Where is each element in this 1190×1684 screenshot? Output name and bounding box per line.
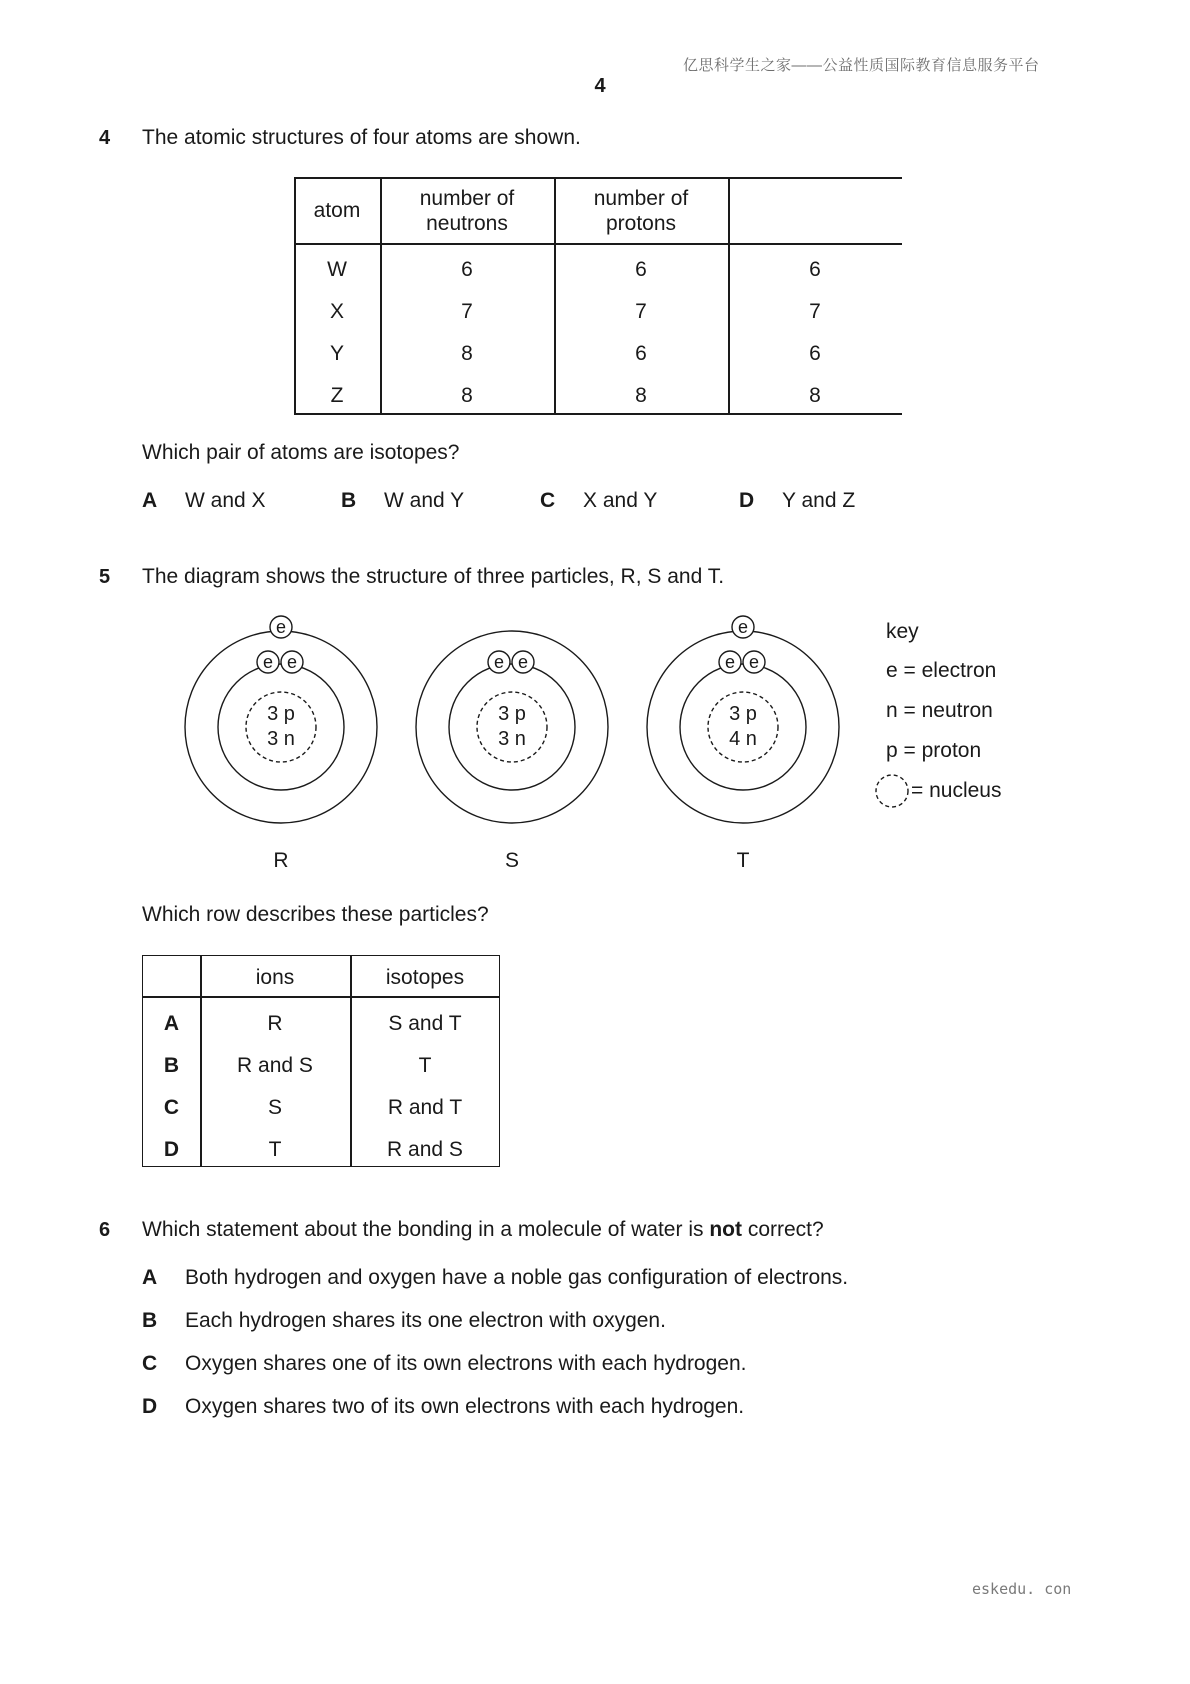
electron-label: e: [748, 652, 760, 672]
q6-number: 6: [99, 1219, 111, 1241]
q5-number: 5: [99, 566, 111, 588]
q6-stem: [142, 1218, 824, 1242]
q6-stem-part: Which statement about the bonding in a molecule of water is: [142, 1218, 710, 1241]
neutrons-label: 4 n: [729, 728, 757, 750]
q4-cell: Y: [329, 342, 344, 365]
inner-shell: [449, 664, 575, 790]
particle-t: [647, 616, 839, 872]
q4-cell: 7: [809, 300, 821, 323]
q6-option-text: Each hydrogen shares its one electron with oxygen.: [185, 1309, 666, 1332]
q6-option-letter: A: [142, 1266, 158, 1289]
q4-cell: 6: [809, 258, 821, 281]
neutrons-label: 3 n: [498, 728, 526, 750]
q5-header-ions: ions: [255, 966, 295, 989]
q4-options: [142, 489, 902, 515]
electron-label: e: [737, 617, 749, 637]
q6-stem-part: correct?: [741, 1218, 824, 1241]
q6-option-letter: D: [142, 1395, 158, 1418]
q4-stem: The atomic structures of four atoms are shown.: [142, 126, 581, 149]
q4-cell: 6: [809, 342, 821, 365]
q4-cell: 7: [635, 300, 647, 323]
q6-option-letter: B: [142, 1309, 158, 1332]
q6-option-text: Oxygen shares two of its own electrons with each hydrogen.: [185, 1395, 745, 1418]
key-item: = nucleus: [911, 779, 1002, 802]
electron-label: e: [275, 617, 287, 637]
q4-cell: Z: [330, 384, 344, 407]
q6-stem-emphasis: not: [709, 1218, 742, 1241]
protons-label: 3 p: [729, 703, 757, 725]
q5-cell: T: [268, 1138, 282, 1161]
q4-cell: 8: [461, 342, 473, 365]
q4-number: 4: [99, 127, 111, 149]
q5-cell: R and T: [387, 1096, 463, 1119]
q4-option-letter[interactable]: D: [739, 489, 755, 512]
q4-option-letter[interactable]: B: [341, 489, 357, 512]
q4-option-text[interactable]: W and X: [185, 489, 266, 512]
q4-cell: 6: [635, 258, 647, 281]
q5-cell: S and T: [388, 1012, 462, 1035]
q5-cell: R and S: [387, 1138, 463, 1161]
q4-header-neutrons-line2: neutrons: [426, 212, 508, 235]
protons-label: 3 p: [498, 703, 526, 725]
q4-option-letter[interactable]: C: [540, 489, 556, 512]
electron-label: e: [517, 652, 529, 672]
nucleus-key-icon: [876, 775, 908, 807]
q4-cell: 8: [461, 384, 473, 407]
q5-stem: The diagram shows the structure of three particles, R, S and T.: [142, 565, 725, 588]
q4-header-protons-line1: number of: [593, 187, 689, 210]
electron-label: e: [493, 652, 505, 672]
q6-option-text: Both hydrogen and oxygen have a noble gas configuration of electrons.: [185, 1266, 849, 1289]
q4-cell: X: [329, 300, 344, 323]
q4-cell: 6: [461, 258, 473, 281]
electron-label: e: [724, 652, 736, 672]
particle-label: R: [273, 849, 289, 872]
particle-r: [185, 616, 377, 872]
q5-cell: R: [267, 1012, 283, 1035]
q4-header-protons-line2: protons: [605, 212, 677, 235]
diagram-key: [876, 620, 1001, 807]
protons-label: 3 p: [267, 703, 295, 725]
q5-question: Which row describes these particles?: [142, 903, 489, 926]
q4-option-text[interactable]: W and Y: [384, 489, 465, 512]
q5-row-letter[interactable]: C: [163, 1096, 180, 1119]
particle-label: T: [736, 849, 750, 872]
q4-option-letter[interactable]: A: [142, 489, 158, 512]
particle-diagram: [170, 612, 1040, 882]
neutrons-label: 3 n: [267, 728, 295, 750]
q4-cell: 7: [461, 300, 473, 323]
q6-option-text: Oxygen shares one of its own electrons with each hydrogen.: [185, 1352, 747, 1375]
particle-label: S: [504, 849, 520, 872]
q5-header-isotopes: isotopes: [385, 966, 465, 989]
q4-question: Which pair of atoms are isotopes?: [142, 441, 460, 464]
electron-label: e: [286, 652, 298, 672]
key-item: n = neutron: [886, 699, 993, 722]
q4-header-atom: atom: [313, 199, 361, 222]
inner-shell: [680, 664, 806, 790]
electron-label: e: [262, 652, 274, 672]
q5-cell: R and S: [237, 1054, 313, 1077]
q5-table: [142, 955, 500, 1167]
q4-cell: W: [327, 258, 347, 281]
q4-cell: 6: [635, 342, 647, 365]
q5-cell: S: [267, 1096, 282, 1119]
q4-option-text[interactable]: Y and Z: [782, 489, 856, 512]
header-watermark: 亿思科学生之家——公益性质国际教育信息服务平台: [683, 57, 1040, 74]
key-item: e = electron: [886, 659, 997, 682]
q4-cell: 8: [635, 384, 647, 407]
q4-table: [294, 177, 902, 414]
page-number: 4: [594, 75, 606, 97]
q6-option-letter: C: [142, 1352, 158, 1375]
q5-cell: T: [418, 1054, 432, 1077]
q5-row-letter[interactable]: A: [163, 1012, 180, 1035]
q4-cell: 8: [809, 384, 821, 407]
q5-row-letter[interactable]: B: [163, 1054, 180, 1077]
q4-option-text[interactable]: X and Y: [583, 489, 658, 512]
q4-header-neutrons-line1: number of: [419, 187, 515, 210]
q5-row-letter[interactable]: D: [163, 1138, 180, 1161]
particle-s: [416, 631, 608, 872]
key-item: p = proton: [886, 739, 982, 762]
key-title: key: [886, 620, 919, 643]
inner-shell: [218, 664, 344, 790]
footer-site: eskedu. con: [972, 1580, 1072, 1598]
